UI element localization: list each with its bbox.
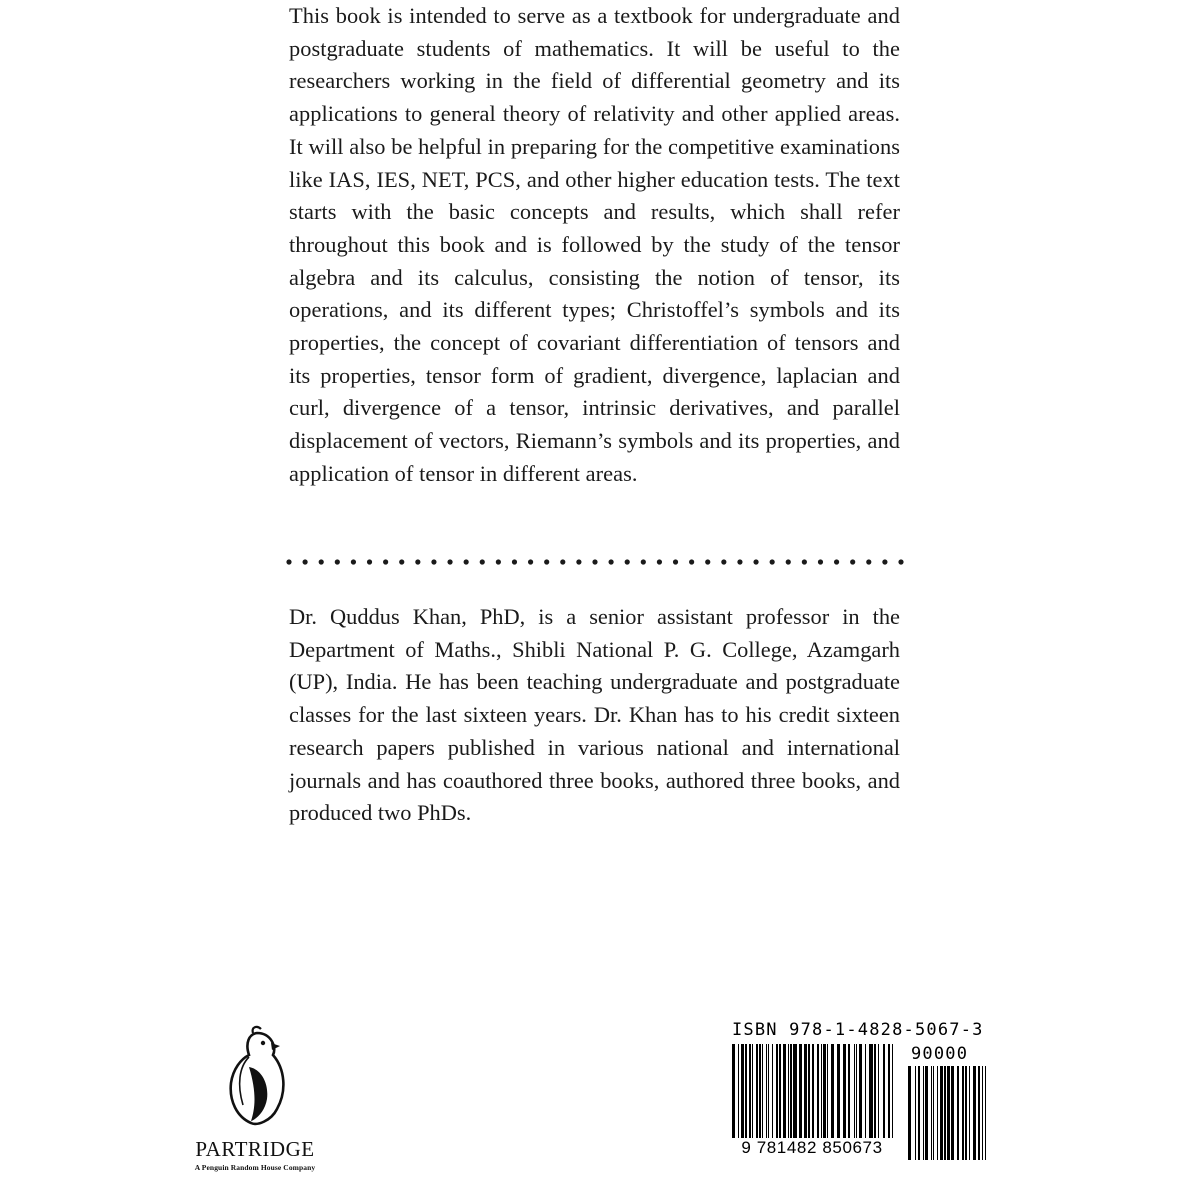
divider-dot (770, 559, 775, 564)
barcode-bar (768, 1044, 769, 1138)
divider-dot (351, 559, 356, 564)
divider-dot (496, 559, 501, 564)
barcode-bar (874, 1044, 876, 1138)
barcode-bar (931, 1066, 932, 1160)
publisher-name: PARTRIDGE (195, 1137, 315, 1161)
barcode-bar (969, 1066, 970, 1160)
divider-dot (898, 559, 903, 564)
divider-dot (480, 559, 485, 564)
divider-dot (383, 559, 388, 564)
barcode-bar (923, 1066, 924, 1160)
divider-dot (866, 559, 871, 564)
barcode-bar (827, 1044, 828, 1138)
divider-dot (786, 559, 791, 564)
isbn-barcode (728, 1020, 990, 1160)
divider-dot (286, 559, 291, 564)
divider-dot (431, 559, 436, 564)
divider-dot (464, 559, 469, 564)
barcode-bar (918, 1066, 920, 1160)
divider-dot (673, 559, 678, 564)
divider-dot (447, 559, 452, 564)
divider-dot (560, 559, 565, 564)
divider-dot (399, 559, 404, 564)
barcode-bar (892, 1044, 893, 1138)
barcode-bar (865, 1044, 866, 1138)
barcode-digits: 9 781482 850673 (728, 1138, 896, 1158)
barcode-bar (965, 1066, 967, 1160)
barcode-bar (772, 1044, 773, 1138)
barcode-bar (837, 1044, 840, 1138)
barcode-bar (788, 1044, 789, 1138)
barcode-bar (756, 1044, 758, 1138)
divider-dot (818, 559, 823, 564)
divider-dot (335, 559, 340, 564)
barcode-bar (766, 1044, 767, 1138)
divider-dot (802, 559, 807, 564)
barcode-bar (793, 1044, 797, 1138)
barcode-bar (854, 1044, 855, 1138)
barcode-bar (883, 1044, 885, 1138)
divider-dot (512, 559, 517, 564)
barcode-bar (790, 1044, 792, 1138)
barcode-bar (933, 1066, 934, 1160)
divider-dot (415, 559, 420, 564)
divider-dot (641, 559, 646, 564)
barcode-bar (738, 1044, 739, 1138)
divider-dot (834, 559, 839, 564)
barcode-bar (745, 1044, 747, 1138)
barcode-bar (817, 1044, 819, 1138)
barcode-bar (925, 1066, 928, 1160)
barcode-bar (808, 1044, 810, 1138)
barcode-bar (804, 1044, 807, 1138)
divider-dot (576, 559, 581, 564)
barcode-bar (869, 1044, 873, 1138)
publisher-mark (165, 1025, 345, 1172)
price-code: 90000 (911, 1044, 969, 1064)
barcode-bar (776, 1044, 778, 1138)
barcode-bar (888, 1044, 890, 1138)
barcode-bar (749, 1044, 751, 1138)
publisher-tagline: A Penguin Random House Company (194, 1163, 316, 1172)
barcode-bar (940, 1066, 943, 1160)
isbn-number: ISBN 978-1-4828-5067-3 (732, 1020, 984, 1040)
barcode-bar (848, 1044, 850, 1138)
barcode-bar (783, 1044, 786, 1138)
divider-dot (592, 559, 597, 564)
barcode-bar (947, 1066, 950, 1160)
divider-dot (319, 559, 324, 564)
barcode-bar (843, 1044, 846, 1138)
divider-dot (609, 559, 614, 564)
barcode-bar (821, 1044, 822, 1138)
divider-dot (367, 559, 372, 564)
barcode-bar (957, 1066, 959, 1160)
barcode-bar (779, 1044, 781, 1138)
barcode-bar (985, 1066, 986, 1160)
barcode-bar (762, 1044, 763, 1138)
barcode-bar (878, 1044, 879, 1138)
barcode-bar (915, 1066, 916, 1160)
divider-dot (882, 559, 887, 564)
divider-dot (528, 559, 533, 564)
divider-dot (544, 559, 549, 564)
barcode-bar (973, 1066, 976, 1160)
barcode-bar (732, 1044, 735, 1138)
barcode-bar (741, 1044, 744, 1138)
barcode-bar (937, 1066, 938, 1160)
divider-dot (625, 559, 630, 564)
barcode-bar (982, 1066, 983, 1160)
partridge-bird-icon (227, 1025, 287, 1127)
divider-dot (737, 559, 742, 564)
dotted-divider (285, 555, 905, 569)
divider-dot (705, 559, 710, 564)
divider-dot (303, 559, 308, 564)
barcode-bar (908, 1066, 911, 1160)
barcode-bar (978, 1066, 980, 1160)
barcode-bar (812, 1044, 814, 1138)
barcode-bar (944, 1066, 946, 1160)
author-bio: Dr. Quddus Khan, PhD, is a senior assistant professor in the Department of Maths., Shibli National P. G. College, Azamgarh (UP), India. He has been teaching undergraduate and postgraduate classes for the last sixteen years. Dr. Khan has to his credit sixteen research papers published in various national and international journals and has coauthored three books, authored three books, and produced two PhDs. (289, 604, 900, 826)
divider-dot (689, 559, 694, 564)
barcode-bar (799, 1044, 802, 1138)
barcode-bar (759, 1044, 761, 1138)
divider-dot (753, 559, 758, 564)
divider-dot (850, 559, 855, 564)
barcode-bar (856, 1044, 857, 1138)
book-description: This book is intended to serve as a textbook for undergraduate and postgraduate students of mathematics. It will be useful to the researchers working in the field of differential geometry and its applications to general theory of relativity and other applied areas. It will also be helpful in preparing for the competitive examinations like IAS, IES, NET, PCS, and other higher education tests. The text starts with the basic concepts and results, which shall refer throughout this book and is followed by the study of the tensor algebra and its calculus, consisting the notion of tensor, its operations, and its different types; Christoffel’s symbols and its properties, the concept of covariant differentiation of tensors and its properties, tensor form of gradient, divergence, laplacian and curl, divergence of a tensor, intrinsic derivatives, and parallel displacement of vectors, Riemann’s symbols and its properties, and application of tensor in different areas. (289, 3, 900, 486)
barcode-bar (859, 1044, 862, 1138)
barcode-bar (951, 1066, 954, 1160)
divider-dot (657, 559, 662, 564)
barcode-bar (962, 1066, 964, 1160)
divider-dot (721, 559, 726, 564)
barcode-bar (752, 1044, 753, 1138)
barcode-bar (823, 1044, 826, 1138)
barcode-bar (831, 1044, 834, 1138)
